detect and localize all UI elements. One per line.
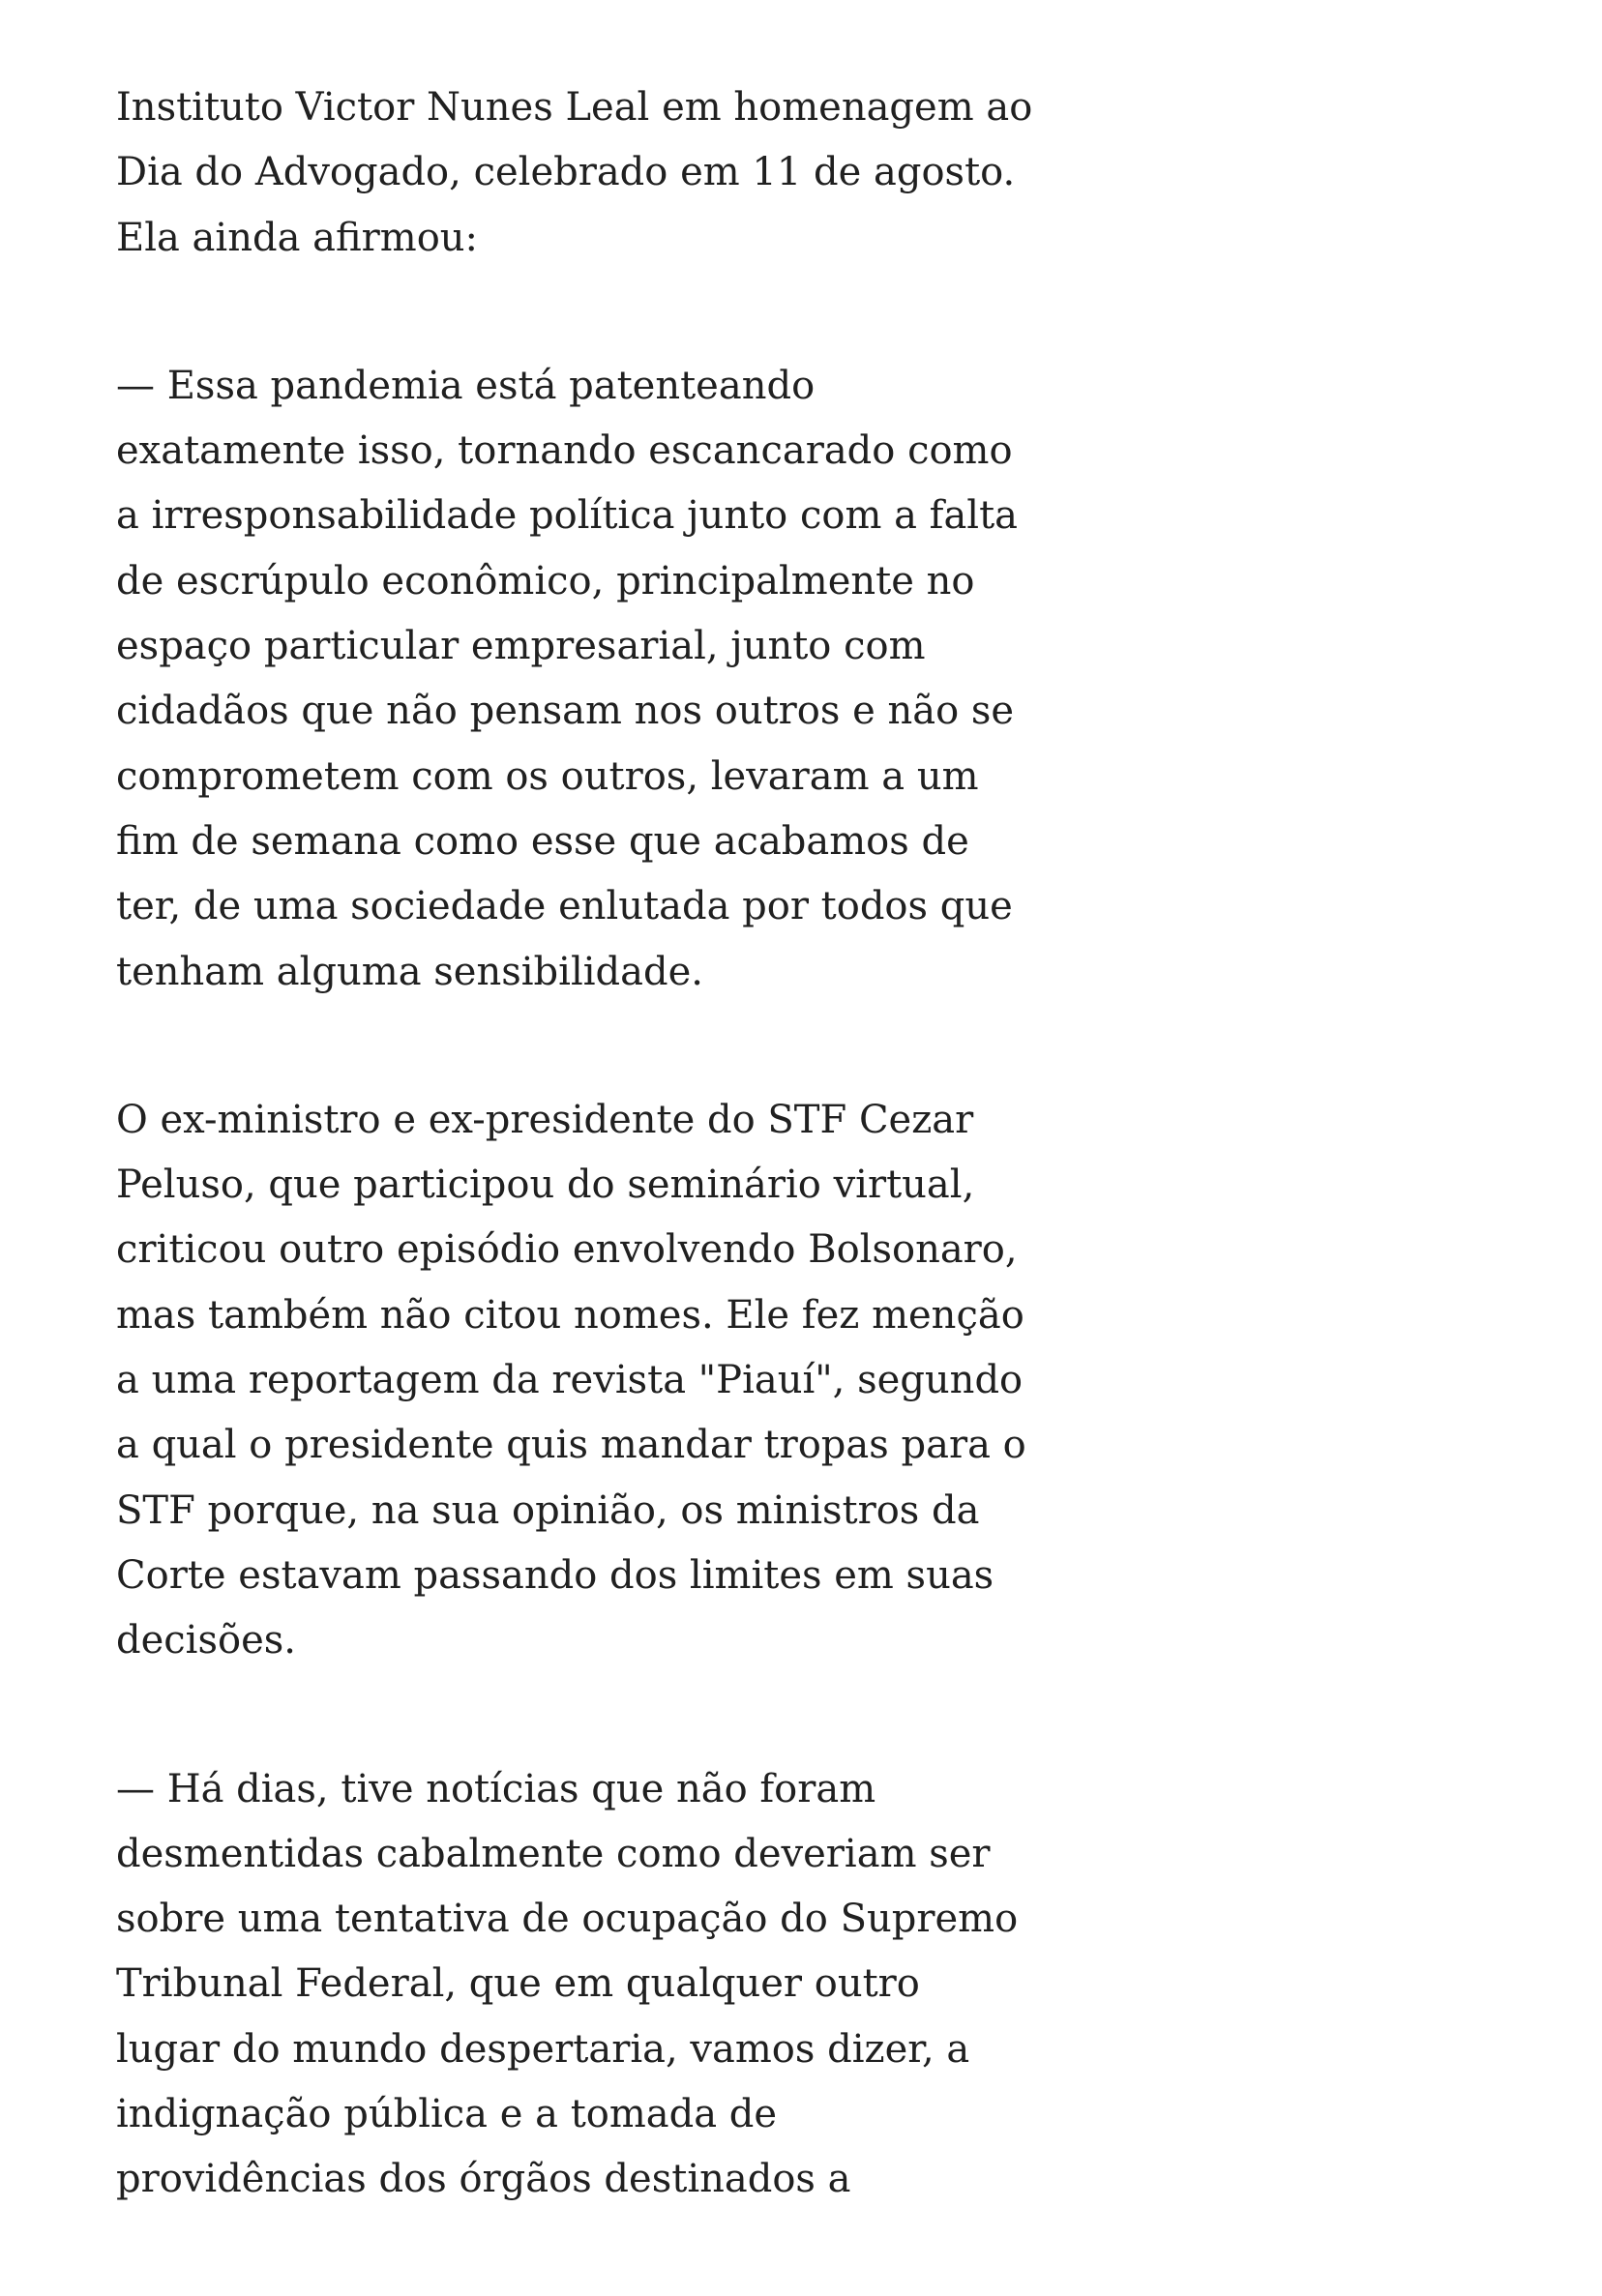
text-line: STF porque, na sua opinião, os ministros da bbox=[116, 1487, 980, 1533]
article-body bbox=[116, 75, 1033, 2296]
text-line: lugar do mundo despertaria, vamos dizer, a bbox=[116, 2026, 970, 2072]
text-line: cidadãos que não pensam nos outros e não se bbox=[116, 689, 1015, 734]
text-line: sobre uma tentativa de ocupação do Supremo bbox=[116, 1897, 1019, 1942]
paragraph-quote-1 bbox=[116, 354, 1019, 1005]
text-line: mas também não citou nomes. Ele fez menção bbox=[116, 1292, 1024, 1338]
text-line: decisões. bbox=[116, 1618, 296, 1663]
text-line: ter, de uma sociedade enlutada por todos que bbox=[116, 884, 1013, 929]
text-line: exatamente isso, tornando escancarado como bbox=[116, 428, 1013, 474]
text-line: comprometem com os outros, levaram a um bbox=[116, 753, 979, 799]
text-line: — Essa pandemia está patenteando bbox=[116, 363, 816, 408]
text-line: indignação pública e a tomada de bbox=[116, 2092, 778, 2137]
paragraph-quote-2 bbox=[116, 1757, 1019, 2213]
text-line: de escrúpulo econômico, principalmente no bbox=[116, 558, 975, 603]
text-line: tenham alguma sensibilidade. bbox=[116, 949, 703, 994]
text-line: providências dos órgãos destinados a bbox=[116, 2157, 851, 2202]
text-line: Dia do Advogado, celebrado em 11 de agosto. bbox=[116, 150, 1016, 195]
text-line: Instituto Victor Nunes Leal em homenagem ao bbox=[116, 85, 1033, 130]
text-line: Ela ainda afirmou: bbox=[116, 215, 479, 260]
text-line: a uma reportagem da revista "Piauí", segundo bbox=[116, 1358, 1024, 1403]
text-line: espaço particular empresarial, junto com bbox=[116, 624, 926, 669]
text-line: desmentidas cabalmente como deveriam ser bbox=[116, 1831, 991, 1876]
text-line: a qual o presidente quis mandar tropas para o bbox=[116, 1423, 1026, 1468]
text-line: Peluso, que participou do seminário virtual, bbox=[116, 1163, 975, 1208]
text-line: a irresponsabilidade política junto com a falta bbox=[116, 493, 1019, 539]
text-line: Corte estavam passando dos limites em suas bbox=[116, 1552, 994, 1598]
text-line: — Há dias, tive notícias que não foram bbox=[116, 1766, 876, 1811]
text-line: Tribunal Federal, que em qualquer outro bbox=[116, 1961, 920, 2007]
text-line: fim de semana como esse que acabamos de bbox=[116, 818, 969, 864]
paragraph-intro bbox=[116, 75, 1033, 271]
text-line: criticou outro episódio envolvendo Bolsonaro, bbox=[116, 1227, 1018, 1273]
paragraph-peluso bbox=[116, 1088, 1026, 1674]
text-line: O ex-ministro e ex-presidente do STF Cezar bbox=[116, 1097, 974, 1142]
